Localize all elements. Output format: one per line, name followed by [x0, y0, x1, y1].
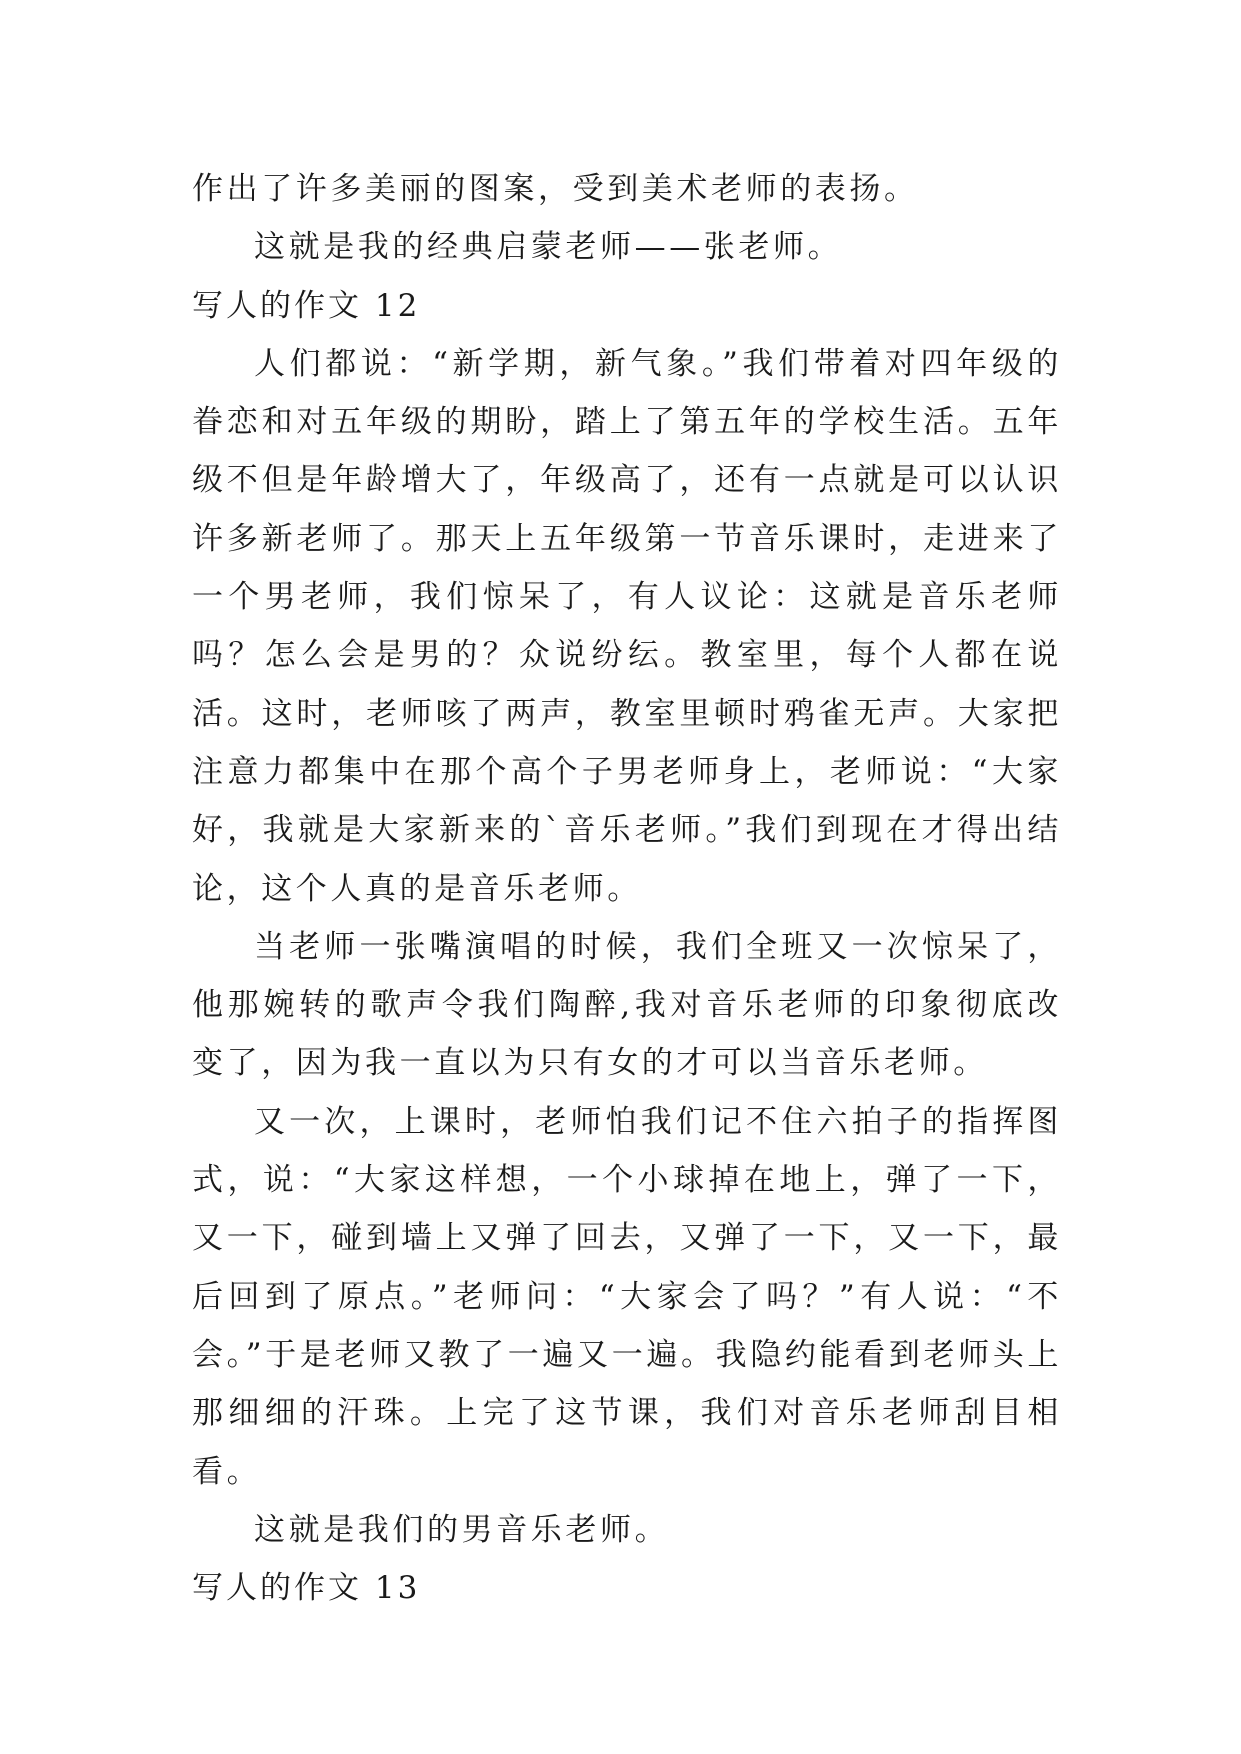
paragraph-closing-zhang: 这就是我的经典启蒙老师——张老师。 [254, 229, 843, 266]
essay-heading-12: 写人的作文 12 [192, 287, 421, 324]
paragraph-continuation: 作出了许多美丽的图案，受到美术老师的表扬。 [192, 171, 919, 207]
document-body [192, 160, 1062, 1617]
paragraph-singing: 当老师一张嘴演唱的时候，我们全班又一次惊呆了，他那婉转的歌声令我们陶醉,我对音乐老师的印象彻底改变了，因为我一直以为只有女的才可以当音乐老师。 [192, 928, 1062, 1082]
paragraph-conducting: 又一次，上课时，老师怕我们记不住六拍子的指挥图式，说：“大家这样想，一个小球掉在地上，弹了一下，又一下，碰到墙上又弹了回去，又弹了一下，又一下，最后回到了原点。”老师问：“大家会了吗？”有人说：“不会。”于是老师又教了一遍又一遍。我隐约能看到老师头上那细细的汗珠。上完了这节课，我们对音乐老师刮目相看。 [192, 1103, 1062, 1490]
paragraph-new-semester: 人们都说：“新学期，新气象。”我们带着对四年级的眷恋和对五年级的期盼，踏上了第五年的学校生活。五年级不但是年龄增大了，年级高了，还有一点就是可以认识许多新老师了。那天上五年级第一节音乐课时，走进来了一个男老师，我们惊呆了，有人议论：这就是音乐老师吗？怎么会是男的？众说纷纭。教室里，每个人都在说活。这时，老师咳了两声，教室里顿时鸦雀无声。大家把注意力都集中在那个高个子男老师身上，老师说：“大家好，我就是大家新来的`音乐老师。”我们到现在才得出结论，这个人真的是音乐老师。 [192, 345, 1062, 907]
paragraph-closing-music-teacher: 这就是我们的男音乐老师。 [254, 1511, 670, 1548]
essay-heading-13: 写人的作文 13 [192, 1570, 421, 1607]
